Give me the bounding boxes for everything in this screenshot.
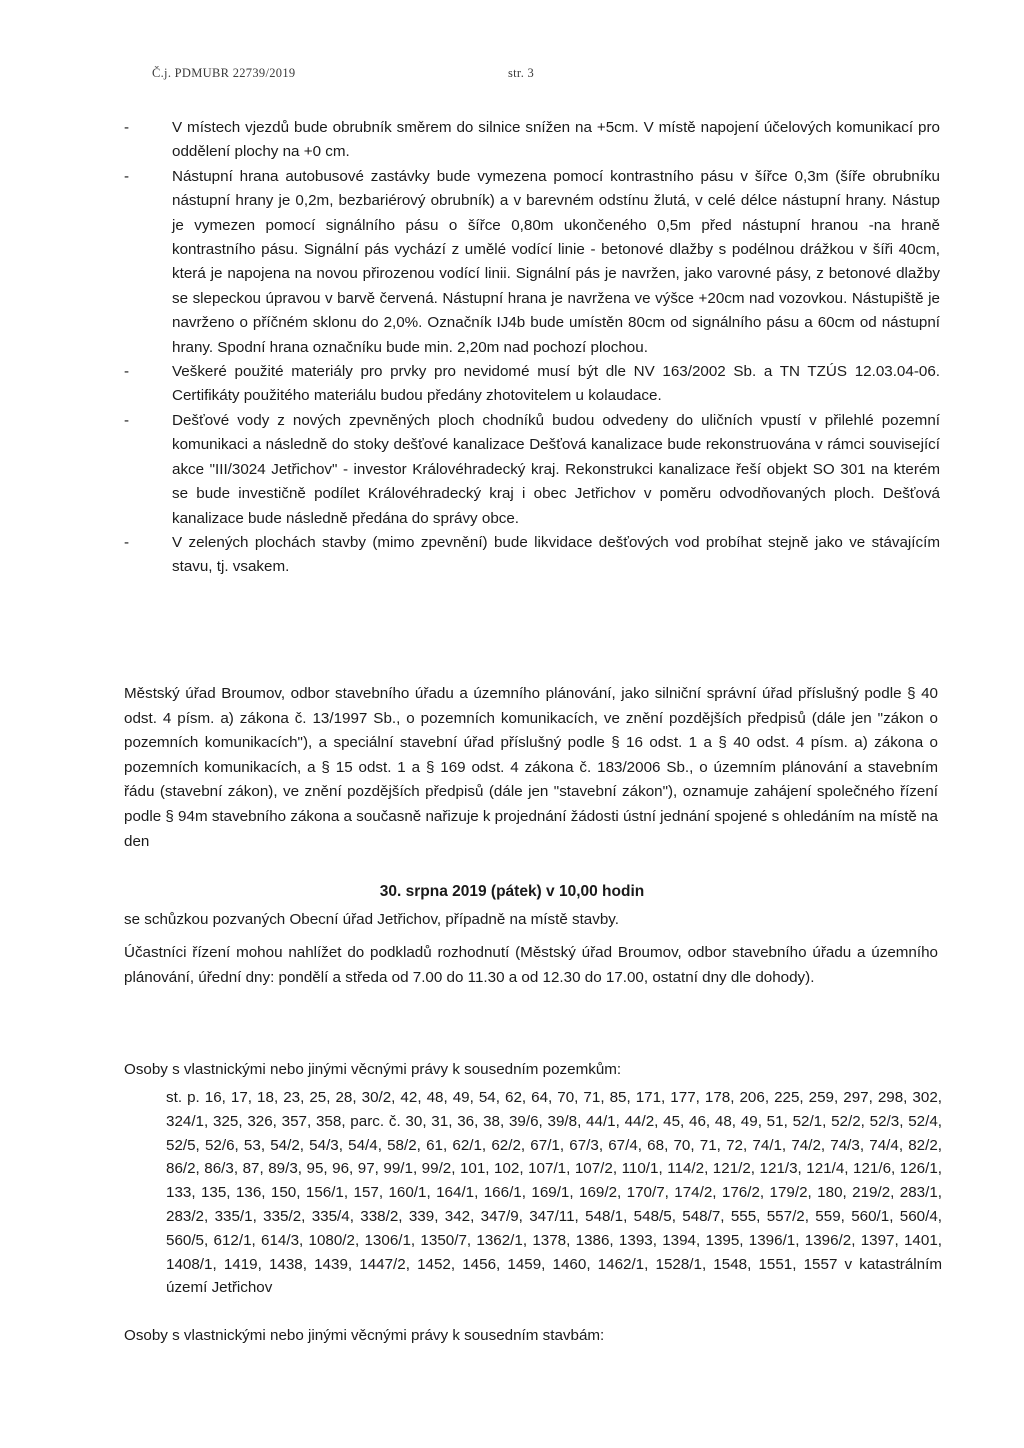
- page-number: str. 3: [508, 66, 535, 80]
- list-bullet: -: [124, 119, 130, 136]
- list-bullet: -: [124, 411, 130, 429]
- meeting-place: se schůzkou pozvaných Obecní úřad Jetřichov, případně na místě stavby.: [124, 911, 619, 928]
- list-item: [124, 360, 940, 409]
- list-item: [124, 409, 940, 531]
- list-item-text: V místech vjezdů bude obrubník směrem do silnice snížen na +5cm. V místě napojení účelových komunikací pro oddělení plochy na +0 cm.: [172, 119, 940, 161]
- document-reference: Č.j. PDMUBR 22739/2019: [152, 66, 296, 80]
- list-item-text: Veškeré použité materiály pro prvky pro nevidomé musí být dle NV 163/2002 Sb. a TN TZÚS 12.03.04-06. Certifikáty použitého materiálu budou předány zhotovitelem u kolaudace.: [172, 363, 940, 405]
- neighbors-land-heading: Osoby s vlastnickými nebo jinými věcnými právy k sousedním pozemkům:: [124, 1061, 622, 1078]
- conditions-list: [124, 116, 940, 580]
- list-bullet: -: [124, 167, 130, 185]
- participants-note: Účastníci řízení mohou nahlížet do podkladů rozhodnutí (Městský úřad Broumov, odbor stavebního úřadu a územního plánování, úřední dny: pondělí a středa od 7.00 do 11.30 a od 12.30 do 17.00, ostatní dny dle dohody).: [124, 944, 938, 986]
- list-item: [124, 116, 940, 165]
- list-item-text: Dešťové vody z nových zpevněných ploch chodníků budou odvedeny do uličních vpustí v přilehlé pozemní komunikaci a následně do stoky dešťové kanalizace Dešťová kanalizace bude rekonstruována v rámci související akce "III/3024 Jetřichov" - investor Královéhradecký kraj. Rekonstrukci kanalizace řeší objekt SO 301 na kterém se bude investičně podílet Královéhradecký kraj i obec Jetřichov v poměru odvodňovaných ploch. Dešťová kanalizace bude následně předána do správy obce.: [172, 411, 940, 527]
- list-item: [124, 165, 940, 360]
- neighbors-buildings-heading: Osoby s vlastnickými nebo jinými věcnými právy k sousedním stavbám:: [124, 1327, 605, 1344]
- list-item-text: V zelených plochách stavby (mimo zpevnění) bude likvidace dešťových vod probíhat stejně jako ve stávajícím stavu, tj. vsakem.: [172, 533, 940, 576]
- neighbors-land-list: st. p. 16, 17, 18, 23, 25, 28, 30/2, 42, 48, 49, 54, 62, 64, 70, 71, 85, 171, 177, 178, 206, 225, 259, 297, 298, 302, 324/1, 325, 326, 357, 358, parc. č. 30, 31, 36, 38, 39/6, 39/8, 44/1, 44/2, 45, 46, 48, 49, 51, 52/1, 52/2, 52/3, 52/4, 52/5, 52/6, 53, 54/2, 54/3, 54/4, 58/2, 61, 62/1, 62/2, 67/1, 67/3, 67/4, 68, 70, 71, 72, 74/1, 74/2, 74/3, 74/4, 82/2, 86/2, 86/3, 87, 89/3, 95, 96, 97, 99/1, 99/2, 101, 102, 107/1, 107/2, 110/1, 114/2, 121/2, 121/3, 121/4, 121/6, 126/1, 133, 135, 136, 150, 156/1, 157, 160/1, 164/1, 166/1, 169/1, 169/2, 170/7, 174/2, 176/2, 179/2, 180, 219/2, 283/1, 283/2, 335/1, 335/2, 335/4, 338/2, 339, 342, 347/9, 347/11, 548/1, 548/5, 548/7, 555, 557/2, 559, 560/1, 560/4, 560/5, 612/1, 614/3, 1080/2, 1306/1, 1350/7, 1362/1, 1378, 1386, 1393, 1394, 1395, 1396/1, 1396/2, 1397, 1401, 1408/1, 1419, 1438, 1439, 1447/2, 1452, 1456, 1459, 1460, 1462/1, 1528/1, 1548, 1551, 1557 v katastrálním území Jetřichov: [166, 1089, 942, 1297]
- page-header: [152, 66, 535, 81]
- list-item: [124, 531, 940, 580]
- list-item-text: Nástupní hrana autobusové zastávky bude vymezena pomocí kontrastního pásu v šířce 0,3m (šíře obrubníku nástupní hrany je 0,2m, bezbariérový obrubník) a v barevném odstínu žlutá, v celé délce nástupní hrany. Nástup je vymezen pomocí signálního pásu o šířce 0,80m ukončeného 0,5m před nástupní hranou -na hraně kontrastního pásu. Signální pás vychází z umělé vodící linie - betonové dlažby s podélnou drážkou v šíři 40cm, která je napojena na novou přirozenou vodící linii. Signální pás je navržen, jako varovné pásy, z betonové dlažby se slepeckou úpravou v barvě červená. Nástupní hrana je navržena ve výšce +20cm nad vozovkou. Nástupiště je navrženo o příčném sklonu do 2,0%. Označník IJ4b bude umístěn 80cm od signálního pásu a 60cm od nástupní hrany. Spodní hrana označníku bude min. 2,20m nad pochozí plochou.: [172, 167, 940, 356]
- list-bullet: -: [124, 533, 130, 551]
- meeting-date: 30. srpna 2019 (pátek) v 10,00 hodin: [379, 883, 645, 900]
- announcement-paragraph: Městský úřad Broumov, odbor stavebního úřadu a územního plánování, jako silniční správní úřad příslušný podle § 40 odst. 4 písm. a) zákona č. 13/1997 Sb., o pozemních komunikacích, ve znění pozdějších předpisů (dále jen "zákon o pozemních komunikacích"), a speciální stavební úřad příslušný podle § 16 odst. 1 a § 40 odst. 4 písm. a) zákona o pozemních komunikacích, a § 15 odst. 1 a § 169 odst. 4 zákona č. 183/2006 Sb., o územním plánování a stavebním řádu (stavební zákon), ve znění pozdějších předpisů (dále jen "stavební zákon"), oznamuje zahájení společného řízení podle § 94m stavebního zákona a současně nařizuje k projednání žádosti ústní jednání spojené s ohledáním na místě na den: [124, 685, 938, 850]
- list-bullet: -: [124, 363, 130, 381]
